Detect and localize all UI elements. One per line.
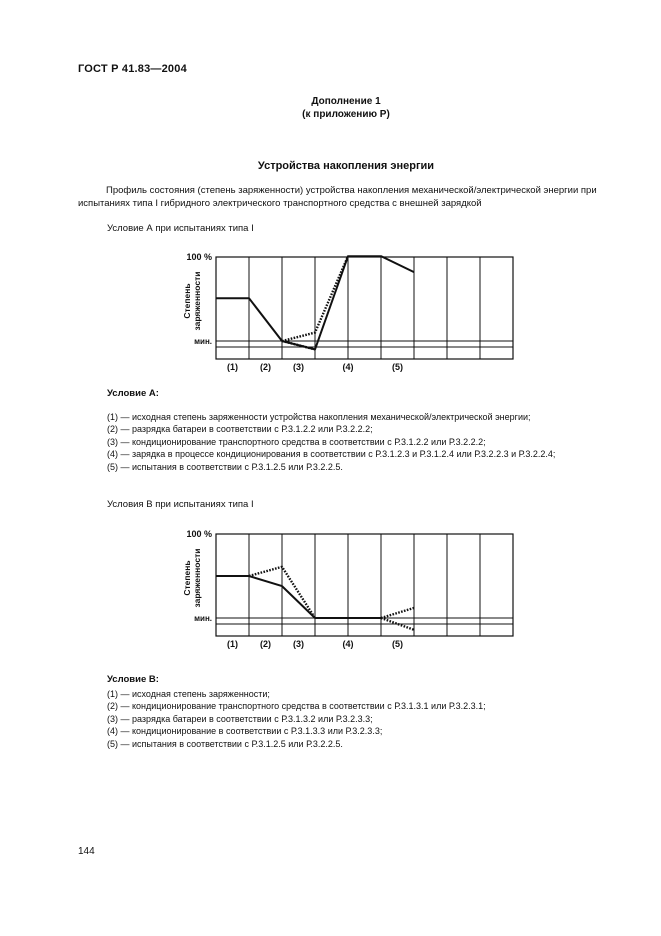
condition-b-list	[107, 688, 486, 750]
intro-paragraph	[78, 184, 618, 210]
chart-b-series-dashed-5-up	[381, 608, 414, 618]
chart-b	[160, 520, 530, 660]
supplement-heading	[0, 95, 661, 121]
condition-b-item: (1) — исходная степень заряженности;	[107, 689, 270, 699]
condition-a-item: (3) — кондиционирование транспортного средства в соответствии с Р.3.1.2.2 или Р.3.2.2.2;	[107, 436, 486, 447]
intro-text: Профиль состояния (степень заряженности) устройства накопления механической/электрической энергии при испытаниях типа I гибридного электрического транспортного средства с внешней зарядкой	[78, 185, 597, 209]
condition-a-list	[107, 411, 555, 473]
chart-a-ytick-100: 100 %	[186, 252, 212, 262]
supplement-title: Дополнение 1	[311, 96, 381, 107]
chart-a-phase-label: (4)	[342, 362, 354, 372]
chart-a-caption: Условие А при испытаниях типа I	[107, 223, 254, 234]
chart-b-frame	[216, 534, 513, 636]
condition-a-item: (1) — исходная степень заряженности устройства накопления механической/электрической энергии;	[107, 412, 531, 422]
chart-b-phase-label: (3)	[293, 639, 304, 649]
section-title: Устройства накопления энергии	[257, 160, 435, 172]
chart-a-ylabel	[182, 272, 202, 331]
chart-a-frame	[216, 257, 513, 359]
condition-b-item: (5) — испытания в соответствии с Р.3.1.2.5 или Р.3.2.2.5.	[107, 738, 343, 749]
condition-b-title: Условие В:	[107, 674, 159, 685]
chart-a-phase-label: (5)	[392, 362, 403, 372]
chart-b-caption: Условия В при испытаниях типа I	[107, 499, 254, 510]
condition-a-item: (5) — испытания в соответствии с Р.3.1.2.5 или Р.3.2.2.5.	[107, 461, 343, 472]
chart-b-phase-label: (5)	[392, 639, 403, 649]
chart-b-ytick-100: 100 %	[186, 529, 212, 539]
condition-a-item: (4) — зарядка в процессе кондиционирования в соответствии с Р.3.1.2.3 и Р.3.1.2.4 или Р.3.2.2.3 и Р.3.2.2.4;	[107, 449, 556, 460]
chart-b-phase-label: (4)	[342, 639, 354, 649]
chart-b-phase-label: (1)	[227, 639, 238, 649]
chart-a-phase-label: (2)	[260, 362, 271, 372]
chart-b-ytick-min: мин.	[194, 614, 212, 623]
chart-a-ylabel-line: заряженности	[192, 271, 202, 331]
supplement-subtitle: (к приложению P)	[302, 109, 390, 120]
standard-header: ГОСТ Р 41.83—2004	[78, 63, 187, 75]
chart-a-ylabel-line: Степень	[182, 283, 192, 319]
chart-a	[160, 243, 530, 383]
chart-b-ylabel	[182, 549, 202, 608]
chart-a-phase-label: (1)	[227, 362, 238, 372]
chart-b-ylabel-line: заряженности	[192, 548, 202, 608]
condition-a-item: (2) — разрядка батареи в соответствии с Р.3.1.2.2 или Р.3.2.2.2;	[107, 424, 373, 435]
page-number: 144	[78, 846, 95, 857]
condition-b-item: (4) — кондиционирование в соответствии с Р.3.1.3.3 или Р.3.2.3.3;	[107, 726, 383, 737]
chart-b-ylabel-line: Степень	[182, 560, 192, 596]
chart-a-ytick-min: мин.	[194, 337, 212, 346]
condition-b-item: (3) — разрядка батареи в соответствии с Р.3.1.3.2 или Р.3.2.3.3;	[107, 713, 373, 724]
condition-a-title: Условие А:	[107, 388, 159, 399]
chart-b-phase-label: (2)	[260, 639, 271, 649]
chart-b-series-solid	[216, 576, 381, 618]
chart-a-phase-label: (3)	[293, 362, 304, 372]
condition-b-item: (2) — кондиционирование транспортного средства в соответствии с Р.3.1.3.1 или Р.3.2.3.1;	[107, 701, 486, 712]
